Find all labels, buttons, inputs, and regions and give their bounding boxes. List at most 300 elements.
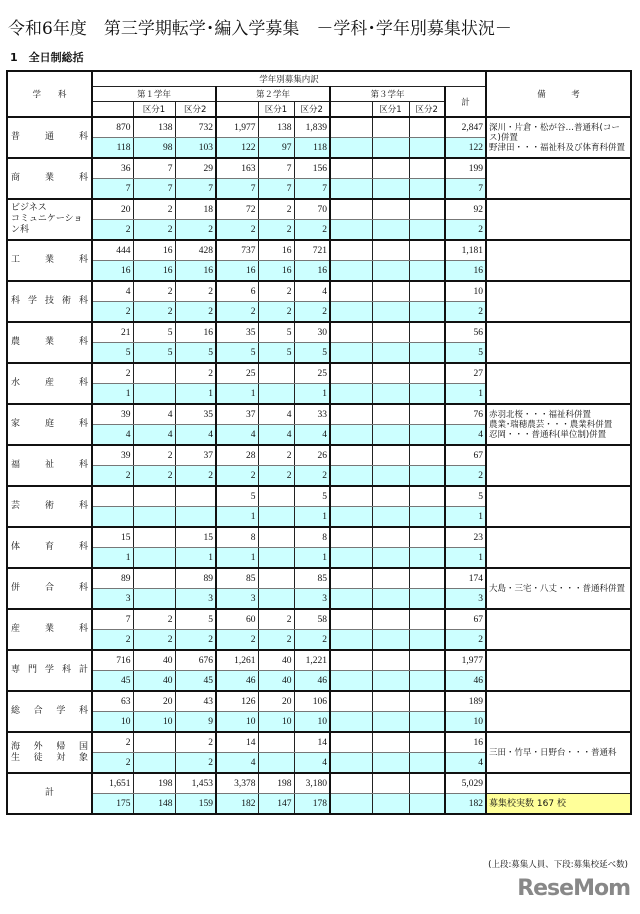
count-cell: [372, 527, 409, 548]
school-count-cell: 103: [175, 138, 216, 159]
count-cell: 70: [294, 199, 330, 220]
total-cell: 2,847: [445, 117, 486, 138]
table-row-upper: [7, 363, 631, 384]
remarks-cell: [486, 445, 631, 486]
school-count-cell: 16: [133, 261, 175, 282]
school-count-cell: 97: [258, 138, 294, 159]
school-count-cell: [133, 507, 175, 528]
school-count-cell: 10: [258, 712, 294, 733]
school-count-cell: [372, 794, 409, 815]
count-cell: [330, 158, 372, 179]
count-cell: 40: [133, 650, 175, 671]
school-count-cell: 1: [294, 384, 330, 405]
count-cell: [372, 404, 409, 425]
count-cell: [133, 486, 175, 507]
table-row-upper: [7, 322, 631, 343]
school-count-cell: [409, 425, 445, 446]
count-cell: 2: [258, 199, 294, 220]
count-cell: 36: [92, 158, 133, 179]
total-cell: 76: [445, 404, 486, 425]
total-cell: 10: [445, 281, 486, 302]
school-count-cell: [258, 753, 294, 774]
count-cell: 14: [216, 732, 258, 753]
header-g3-kubun1: 区分1: [372, 102, 409, 118]
school-count-cell: [372, 466, 409, 487]
dept-label-text: 芸 術 科: [11, 501, 88, 511]
count-cell: 20: [133, 691, 175, 712]
school-count-cell: [330, 794, 372, 815]
count-cell: [92, 486, 133, 507]
count-cell: 40: [258, 650, 294, 671]
header-g3-kubun2: 区分2: [409, 102, 445, 118]
count-cell: [409, 322, 445, 343]
school-count-cell: 40: [133, 671, 175, 692]
count-cell: 1,651: [92, 773, 133, 794]
total-school-cell: 1: [445, 507, 486, 528]
school-count-cell: [330, 466, 372, 487]
table-row-upper: [7, 117, 631, 138]
school-count-cell: 2: [258, 302, 294, 323]
school-count-cell: 1: [216, 548, 258, 569]
count-cell: [330, 527, 372, 548]
school-count-cell: 5: [92, 343, 133, 364]
table-row-upper: [7, 609, 631, 630]
count-cell: 39: [92, 404, 133, 425]
school-count-cell: [409, 589, 445, 610]
count-cell: [372, 281, 409, 302]
remarks-cell: [486, 322, 631, 363]
school-count-cell: 10: [216, 712, 258, 733]
school-count-cell: 45: [92, 671, 133, 692]
school-count-cell: 5: [175, 343, 216, 364]
count-cell: 5: [175, 609, 216, 630]
school-count-cell: 1: [92, 384, 133, 405]
count-cell: [330, 117, 372, 138]
count-cell: 3,378: [216, 773, 258, 794]
count-cell: 29: [175, 158, 216, 179]
count-cell: 16: [258, 240, 294, 261]
total-school-cell: 3: [445, 589, 486, 610]
table-body: [7, 117, 631, 814]
count-cell: [330, 732, 372, 753]
count-cell: 126: [216, 691, 258, 712]
count-cell: 33: [294, 404, 330, 425]
table-row-upper: [7, 281, 631, 302]
count-cell: 16: [175, 322, 216, 343]
count-cell: 5: [216, 486, 258, 507]
count-cell: 156: [294, 158, 330, 179]
table-row-upper: [7, 732, 631, 753]
count-cell: 2: [175, 363, 216, 384]
school-count-cell: [133, 548, 175, 569]
total-school-cell: 46: [445, 671, 486, 692]
school-count-cell: 45: [175, 671, 216, 692]
count-cell: [372, 322, 409, 343]
count-cell: 20: [258, 691, 294, 712]
count-cell: 428: [175, 240, 216, 261]
header-grade2: 第２学年: [216, 87, 330, 102]
remarks-text: 深川・片倉・松が谷…普通科(コース)併置 野津田・・・福祉科及び体育科併置: [489, 122, 626, 153]
count-cell: 163: [216, 158, 258, 179]
count-cell: [330, 404, 372, 425]
count-cell: [372, 650, 409, 671]
page-title: 令和6年度 第三学期転学･編入学募集 －学科･学年別募集状況－: [8, 19, 512, 39]
school-count-cell: [258, 507, 294, 528]
school-count-cell: [92, 507, 133, 528]
school-count-cell: [409, 138, 445, 159]
school-count-cell: 2: [175, 466, 216, 487]
count-cell: 7: [133, 158, 175, 179]
count-cell: 4: [294, 281, 330, 302]
count-cell: [372, 691, 409, 712]
school-count-cell: 178: [294, 794, 330, 815]
count-cell: 15: [92, 527, 133, 548]
count-cell: [258, 363, 294, 384]
school-count-cell: [372, 343, 409, 364]
school-count-cell: 2: [294, 630, 330, 651]
count-cell: [372, 158, 409, 179]
count-cell: [330, 363, 372, 384]
total-school-cell: 7: [445, 179, 486, 200]
school-count-cell: 182: [216, 794, 258, 815]
count-cell: 37: [216, 404, 258, 425]
header-g1-kubun2: 区分2: [175, 102, 216, 118]
count-cell: [133, 363, 175, 384]
remarks-cell: [486, 240, 631, 281]
school-count-cell: [330, 261, 372, 282]
count-cell: 15: [175, 527, 216, 548]
table-row-upper: [7, 445, 631, 466]
school-count-cell: 2: [216, 302, 258, 323]
dept-label-text: コミュニケーション科: [11, 214, 83, 235]
total-school-cell: 4: [445, 753, 486, 774]
dept-label: [7, 486, 92, 527]
count-cell: 60: [216, 609, 258, 630]
total-cell: 92: [445, 199, 486, 220]
total-school-cell: 5: [445, 343, 486, 364]
school-count-cell: 2: [175, 753, 216, 774]
count-cell: 85: [294, 568, 330, 589]
dept-label: [7, 322, 92, 363]
remarks-cell: [486, 404, 631, 445]
count-cell: [372, 445, 409, 466]
school-count-cell: 46: [216, 671, 258, 692]
school-count-cell: 148: [133, 794, 175, 815]
school-count-cell: 5: [133, 343, 175, 364]
table-row-upper: [7, 486, 631, 507]
count-cell: [330, 199, 372, 220]
total-cell: 1,181: [445, 240, 486, 261]
count-cell: 2: [258, 281, 294, 302]
header-g2-kubun2: 区分2: [294, 102, 330, 118]
count-cell: [409, 404, 445, 425]
count-cell: [330, 568, 372, 589]
school-count-cell: [258, 589, 294, 610]
total-cell: 16: [445, 732, 486, 753]
remarks-cell: [486, 568, 631, 609]
total-school-cell: 1: [445, 384, 486, 405]
remarks-text: 赤羽北桜・・・福祉科併置 農業･瑞穂農芸・・・農業科併置 忍岡・・・普通科(単位制)併置: [489, 409, 613, 440]
count-cell: [258, 732, 294, 753]
school-count-cell: 4: [294, 753, 330, 774]
total-cell: 5,029: [445, 773, 486, 794]
section-title: 1 全日制総括: [10, 51, 84, 64]
school-count-cell: 2: [175, 220, 216, 241]
dept-label: [7, 691, 92, 732]
school-count-cell: 1: [216, 507, 258, 528]
count-cell: 716: [92, 650, 133, 671]
count-cell: 16: [133, 240, 175, 261]
school-count-cell: 122: [216, 138, 258, 159]
total-school-cell: 16: [445, 261, 486, 282]
remarks-cell: [486, 773, 631, 794]
count-cell: [330, 240, 372, 261]
dept-label-text: 普 通 科: [11, 132, 88, 142]
school-count-cell: [409, 466, 445, 487]
school-count-cell: 7: [294, 179, 330, 200]
school-count-cell: [409, 384, 445, 405]
school-count-cell: [330, 712, 372, 733]
school-count-cell: 2: [294, 466, 330, 487]
school-count-cell: [409, 302, 445, 323]
count-cell: 870: [92, 117, 133, 138]
dept-label-text: 農 業 科: [11, 337, 88, 347]
school-count-cell: [372, 671, 409, 692]
count-cell: 2: [175, 281, 216, 302]
count-cell: [330, 486, 372, 507]
count-cell: [409, 281, 445, 302]
school-count-cell: 1: [294, 548, 330, 569]
count-cell: 732: [175, 117, 216, 138]
school-count-cell: [330, 548, 372, 569]
school-count-cell: [409, 220, 445, 241]
count-cell: 28: [216, 445, 258, 466]
school-count-cell: 3: [175, 589, 216, 610]
header-dept: 学 科: [7, 71, 92, 117]
header-total: 計: [445, 87, 486, 118]
count-cell: 58: [294, 609, 330, 630]
school-count-cell: 2: [92, 753, 133, 774]
count-cell: 1,839: [294, 117, 330, 138]
count-cell: 39: [92, 445, 133, 466]
count-cell: 30: [294, 322, 330, 343]
dept-label-text: 体 育 科: [11, 542, 88, 552]
count-cell: 2: [175, 732, 216, 753]
school-count-cell: 4: [92, 425, 133, 446]
count-cell: [409, 609, 445, 630]
school-count-cell: 147: [258, 794, 294, 815]
remarks-cell: [486, 117, 631, 158]
resemom-logo: ReseMom: [517, 876, 630, 901]
dept-label-text: 福 祉 科: [11, 460, 88, 470]
count-cell: [409, 158, 445, 179]
school-count-cell: [372, 548, 409, 569]
count-cell: 7: [92, 609, 133, 630]
dept-label: [7, 732, 92, 773]
count-cell: [372, 117, 409, 138]
total-school-cell: 2: [445, 630, 486, 651]
school-count-cell: 7: [92, 179, 133, 200]
dept-label-text: 総合学科: [11, 706, 88, 716]
count-cell: [372, 568, 409, 589]
school-count-cell: 10: [133, 712, 175, 733]
school-count-cell: 1: [175, 548, 216, 569]
school-count-cell: 2: [294, 302, 330, 323]
remarks-cell: [486, 281, 631, 322]
count-cell: 5: [258, 322, 294, 343]
count-cell: 89: [175, 568, 216, 589]
table-row-lower: [7, 794, 631, 815]
count-cell: [133, 568, 175, 589]
school-count-cell: [409, 712, 445, 733]
dept-label-text: 併 合 科: [11, 583, 88, 593]
count-cell: [409, 363, 445, 384]
header-remarks: 備 考: [486, 71, 631, 117]
school-count-cell: 2: [133, 302, 175, 323]
count-cell: 4: [92, 281, 133, 302]
count-cell: [330, 322, 372, 343]
school-count-cell: 118: [294, 138, 330, 159]
school-count-cell: 3: [294, 589, 330, 610]
dept-label: [7, 609, 92, 650]
header-g1-kubun1: 区分1: [133, 102, 175, 118]
dept-label: [7, 773, 92, 814]
remarks-cell: [486, 363, 631, 404]
table-row-upper: [7, 527, 631, 548]
count-cell: 198: [133, 773, 175, 794]
school-count-cell: 2: [258, 466, 294, 487]
school-count-cell: 2: [92, 466, 133, 487]
count-cell: 106: [294, 691, 330, 712]
total-cell: 56: [445, 322, 486, 343]
remarks-text: 大島・三宅・八丈・・・普通科併置: [489, 583, 626, 594]
school-count-cell: 2: [92, 302, 133, 323]
school-count-cell: 98: [133, 138, 175, 159]
count-cell: [409, 199, 445, 220]
header-g2-kubun1: 区分1: [258, 102, 294, 118]
school-count-cell: [372, 261, 409, 282]
school-count-cell: [330, 138, 372, 159]
school-count-cell: 2: [133, 220, 175, 241]
dept-label: [7, 363, 92, 404]
total-school-cell: 10: [445, 712, 486, 733]
table-row-upper: [7, 404, 631, 425]
count-cell: [330, 281, 372, 302]
dept-label: [7, 650, 92, 691]
table-row-upper: [7, 568, 631, 589]
dept-label-text: 商 業 科: [11, 173, 88, 183]
school-count-cell: 2: [175, 630, 216, 651]
count-cell: 2: [133, 445, 175, 466]
dept-label: [7, 445, 92, 486]
school-count-cell: 2: [92, 220, 133, 241]
table-row-upper: [7, 691, 631, 712]
school-count-cell: 46: [294, 671, 330, 692]
school-count-cell: [133, 589, 175, 610]
school-count-cell: 2: [92, 630, 133, 651]
school-count-cell: 5: [216, 343, 258, 364]
school-count-cell: 2: [216, 220, 258, 241]
school-count-cell: 1: [92, 548, 133, 569]
count-cell: [175, 486, 216, 507]
school-count-cell: 1: [175, 384, 216, 405]
school-count-cell: [330, 384, 372, 405]
school-count-cell: 4: [216, 425, 258, 446]
dept-label: [7, 117, 92, 158]
dept-label-text: 専門学科計: [11, 665, 88, 675]
dept-label: [7, 527, 92, 568]
remarks-cell: [486, 609, 631, 650]
total-cell: 67: [445, 609, 486, 630]
school-count-cell: [409, 179, 445, 200]
remarks-cell: [486, 486, 631, 527]
count-cell: 198: [258, 773, 294, 794]
dept-label-text: 科学技術科: [11, 296, 88, 306]
count-cell: 3,180: [294, 773, 330, 794]
remarks-cell: [486, 650, 631, 691]
table-row-upper: [7, 158, 631, 179]
total-school-cell: 2: [445, 220, 486, 241]
count-cell: 138: [258, 117, 294, 138]
total-cell: 1,977: [445, 650, 486, 671]
count-cell: 1,221: [294, 650, 330, 671]
table-row-upper: [7, 773, 631, 794]
school-count-cell: 2: [175, 302, 216, 323]
school-count-cell: 2: [258, 220, 294, 241]
school-count-cell: 16: [175, 261, 216, 282]
count-cell: 2: [258, 609, 294, 630]
count-cell: 737: [216, 240, 258, 261]
school-count-cell: 10: [92, 712, 133, 733]
dept-label: [7, 281, 92, 322]
school-count-cell: [409, 261, 445, 282]
dept-label-text: 計: [44, 788, 54, 798]
header-grade1: 第１学年: [92, 87, 216, 102]
dept-label: [7, 158, 92, 199]
total-school-cell: 2: [445, 302, 486, 323]
school-count-cell: 5: [258, 343, 294, 364]
count-cell: 72: [216, 199, 258, 220]
school-count-cell: 16: [92, 261, 133, 282]
count-cell: 5: [294, 486, 330, 507]
school-count-cell: 4: [133, 425, 175, 446]
count-cell: [258, 486, 294, 507]
count-cell: 444: [92, 240, 133, 261]
total-cell: 27: [445, 363, 486, 384]
count-cell: [330, 609, 372, 630]
school-count-cell: [372, 302, 409, 323]
count-cell: 721: [294, 240, 330, 261]
school-count-cell: [372, 753, 409, 774]
school-count-cell: [330, 343, 372, 364]
school-count-cell: 7: [133, 179, 175, 200]
school-count-cell: [372, 589, 409, 610]
school-count-cell: 7: [216, 179, 258, 200]
count-cell: [133, 732, 175, 753]
dept-label: [7, 568, 92, 609]
school-count-cell: [330, 671, 372, 692]
school-count-cell: 7: [258, 179, 294, 200]
count-cell: [330, 650, 372, 671]
count-cell: 7: [258, 158, 294, 179]
school-count-cell: 4: [216, 753, 258, 774]
total-cell: 199: [445, 158, 486, 179]
count-cell: [409, 691, 445, 712]
total-cell: 23: [445, 527, 486, 548]
school-count-cell: [258, 384, 294, 405]
school-count-cell: 175: [92, 794, 133, 815]
count-cell: 2: [92, 363, 133, 384]
